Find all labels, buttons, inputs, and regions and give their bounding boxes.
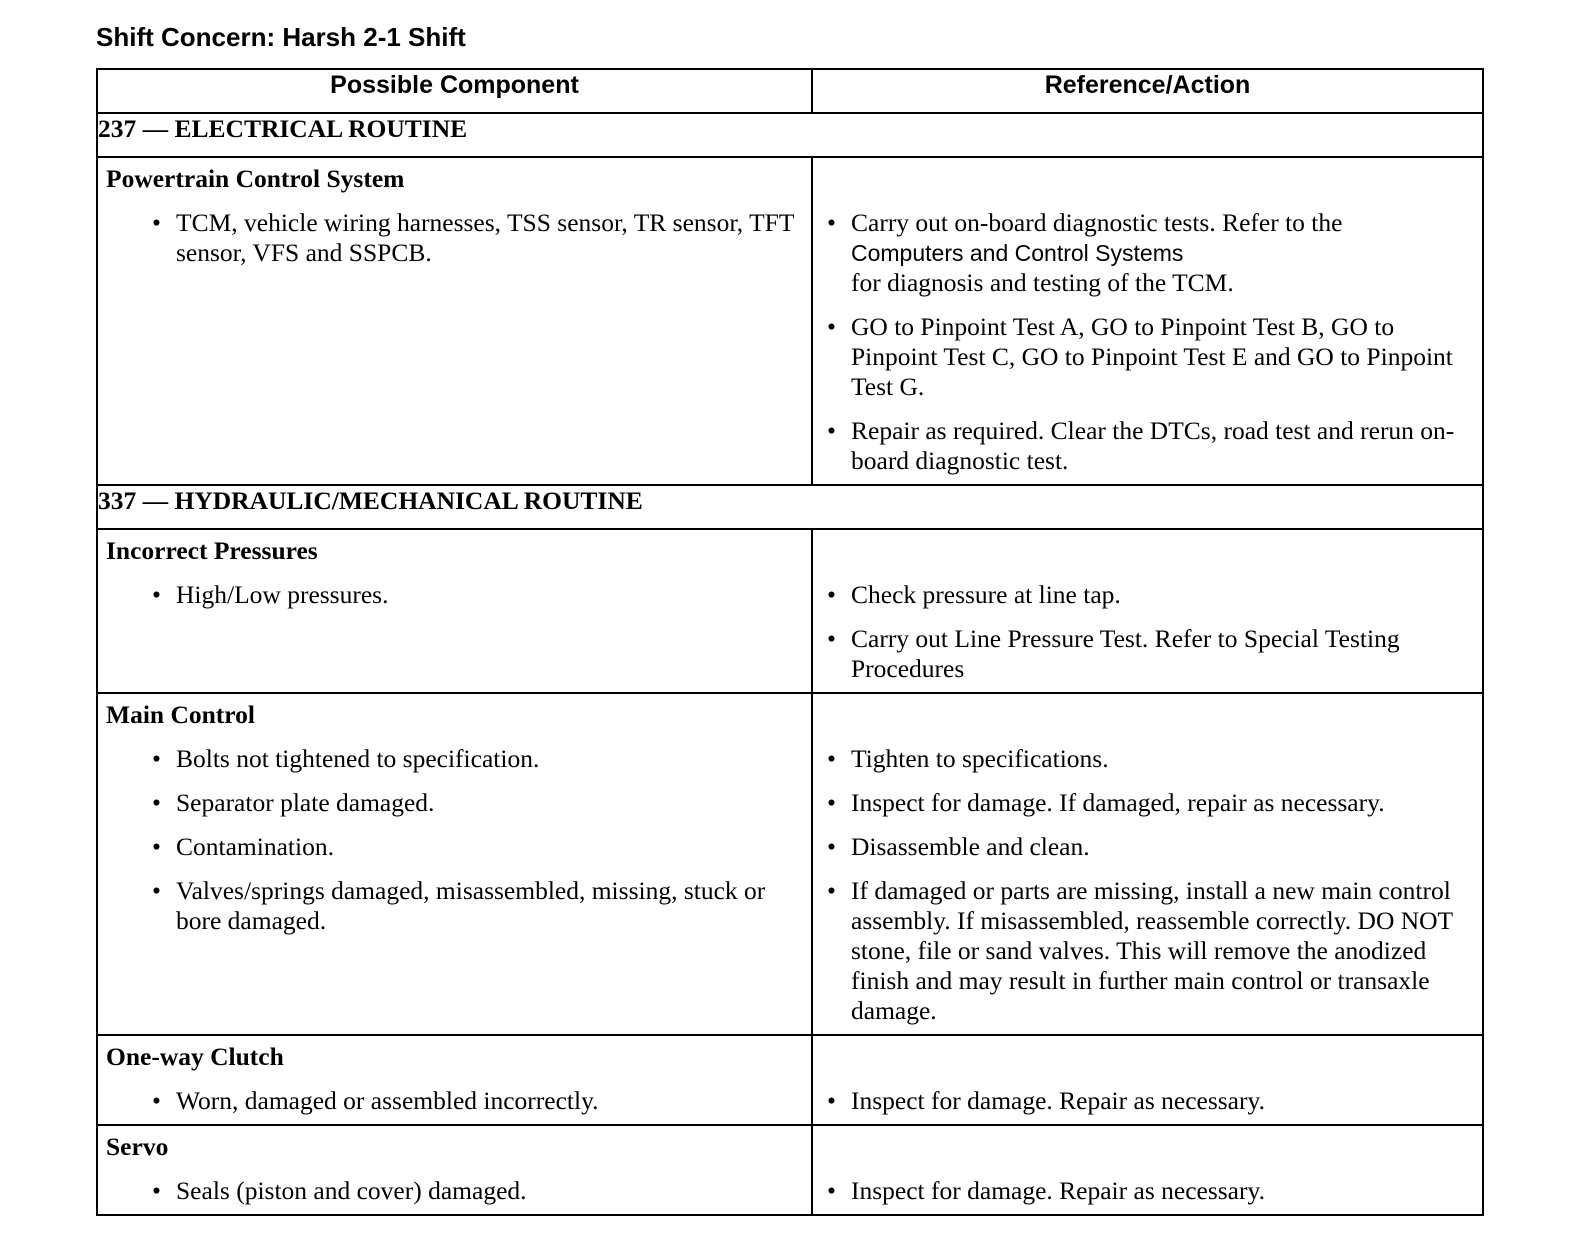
category-label: Servo [106, 1132, 169, 1161]
list-item: • Repair as required. Clear the DTCs, road test and rerun on-board diagnostic test. [827, 416, 1455, 475]
list-item: • Bolts not tightened to specification. [152, 744, 540, 773]
bullet-icon: • [152, 1176, 161, 1205]
list-item: • GO to Pinpoint Test A, GO to Pinpoint Test B, GO to Pinpoint Test C, GO to Pinpoint Test E and GO to Pinpoint Test G. [827, 312, 1453, 401]
bullet-icon: • [827, 1086, 836, 1115]
bullet-icon: • [827, 1176, 836, 1205]
list-item: • Contamination. [152, 832, 334, 861]
list-item: • TCM, vehicle wiring harnesses, TSS sensor, TR sensor, TFT sensor, VFS and SSPCB. [152, 208, 794, 267]
routine-label: 337 — HYDRAULIC/MECHANICAL ROUTINE [97, 485, 1483, 529]
list-item: • Valves/springs damaged, misassembled, missing, stuck or bore damaged. [152, 876, 766, 935]
bullet-icon: • [152, 876, 161, 905]
list-item: • Carry out on-board diagnostic tests. Refer to the Computers and Control Systems for diagnosis and testing of the TCM. [827, 208, 1343, 297]
action-cell [812, 157, 1483, 485]
list-item: • Worn, damaged or assembled incorrectly. [152, 1086, 599, 1115]
category-label: One-way Clutch [106, 1042, 284, 1071]
bullet-icon: • [152, 1086, 161, 1115]
list-item: • Separator plate damaged. [152, 788, 435, 817]
category-label: Powertrain Control System [106, 164, 405, 193]
table-row [97, 157, 1483, 485]
bullet-icon: • [827, 876, 836, 905]
header-reference-action: Reference/Action [812, 69, 1483, 113]
bullet-icon: • [827, 416, 836, 445]
table-row [97, 1125, 1483, 1215]
routine-row [97, 485, 1483, 529]
list-item: • High/Low pressures. [152, 580, 389, 609]
bullet-icon: • [827, 832, 836, 861]
bullet-icon: • [152, 580, 161, 609]
list-item: • Check pressure at line tap. [827, 580, 1121, 609]
action-cell [812, 693, 1483, 1035]
bullet-icon: • [827, 208, 836, 237]
page-title: Shift Concern: Harsh 2-1 Shift [96, 22, 466, 52]
component-cell [97, 529, 812, 693]
list-item: • Seals (piston and cover) damaged. [152, 1176, 527, 1205]
bullet-icon: • [152, 744, 161, 773]
bullet-icon: • [152, 832, 161, 861]
bullet-icon: • [827, 624, 836, 653]
list-item: • Disassemble and clean. [827, 832, 1090, 861]
bullet-icon: • [827, 312, 836, 341]
list-item: • Carry out Line Pressure Test. Refer to Special Testing Procedures [827, 624, 1400, 683]
bullet-icon: • [827, 744, 836, 773]
component-cell [97, 157, 812, 485]
component-cell [97, 1035, 812, 1125]
bullet-icon: • [152, 208, 161, 237]
routine-label: 237 — ELECTRICAL ROUTINE [97, 113, 1483, 157]
category-label: Main Control [106, 700, 255, 729]
header-possible-component: Possible Component [97, 69, 812, 113]
component-cell [97, 1125, 812, 1215]
action-cell [812, 1125, 1483, 1215]
list-item: • Tighten to specifications. [827, 744, 1109, 773]
component-cell [97, 693, 812, 1035]
category-label: Incorrect Pressures [106, 536, 318, 565]
list-item: • Inspect for damage. Repair as necessary. [827, 1086, 1265, 1115]
header-row [97, 69, 1483, 113]
list-item: • If damaged or parts are missing, install a new main control assembly. If misassembled, reassemble correctly. DO NOT stone, file or sand valves. This will remove the anodized finish and may result in further main control or transaxle damage. [827, 876, 1453, 1025]
bullet-icon: • [827, 788, 836, 817]
table-row [97, 529, 1483, 693]
list-item: • Inspect for damage. Repair as necessary. [827, 1176, 1265, 1205]
action-cell [812, 529, 1483, 693]
bullet-icon: • [827, 580, 836, 609]
table-row [97, 693, 1483, 1035]
action-cell [812, 1035, 1483, 1125]
table-row [97, 1035, 1483, 1125]
routine-row [97, 113, 1483, 157]
bullet-icon: • [152, 788, 161, 817]
list-item: • Inspect for damage. If damaged, repair as necessary. [827, 788, 1385, 817]
reference-link: Computers and Control Systems [851, 240, 1184, 266]
shift-concern-table [96, 68, 1484, 1216]
